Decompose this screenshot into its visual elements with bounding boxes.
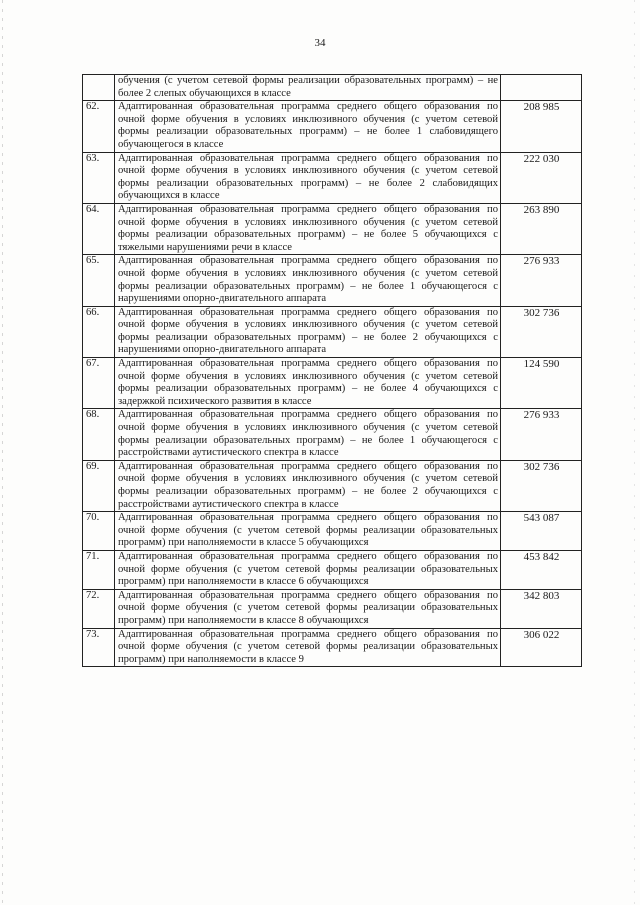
row-value [501,75,582,101]
row-value: 306 022 [501,628,582,667]
table-row [83,306,582,357]
table-row [83,101,582,152]
scan-left-edge [2,0,3,905]
table-row [83,255,582,306]
row-value: 276 933 [501,255,582,306]
row-number: 64. [83,203,115,254]
row-number: 66. [83,306,115,357]
table-row [83,152,582,203]
page-number: 34 [314,37,326,49]
row-number: 62. [83,101,115,152]
row-number: 70. [83,512,115,551]
row-value: 222 030 [501,152,582,203]
row-number: 71. [83,550,115,589]
table-row [83,512,582,551]
row-number: 69. [83,460,115,511]
table-row [83,75,582,101]
row-description: Адаптированная образовательная программа среднего общего образования по очной форме обучения (с учетом сетевой формы реализации образовательных программ) при наполняемости в классе 8 обучающихся [115,589,501,628]
row-description: Адаптированная образовательная программа среднего общего образования по очной форме обучения в условиях инклюзивного обучения (с учетом сетевой формы реализации образовательных программ) – не более 2 слабовидящих обучающихся в классе [115,152,501,203]
table-row [83,628,582,667]
row-description: Адаптированная образовательная программа среднего общего образования по очной форме обучения в условиях инклюзивного обучения (с учетом сетевой формы реализации образовательных программ) – не более 2 обучающихся с расстройствами аутистического спектра в классе [115,460,501,511]
row-number: 73. [83,628,115,667]
row-value: 302 736 [501,460,582,511]
table-row [83,203,582,254]
row-value: 453 842 [501,550,582,589]
table-row [83,358,582,409]
row-value: 208 985 [501,101,582,152]
row-value: 342 803 [501,589,582,628]
row-number: 63. [83,152,115,203]
row-description: Адаптированная образовательная программа среднего общего образования по очной форме обучения в условиях инклюзивного обучения (с учетом сетевой формы реализации образовательных программ) – не более 1 обучающегося с расстройствами аутистического спектра в классе [115,409,501,460]
row-value: 302 736 [501,306,582,357]
row-value: 263 890 [501,203,582,254]
row-description: обучения (с учетом сетевой формы реализации образовательных программ) – не более 2 слепых обучающихся в классе [115,75,501,101]
row-value: 276 933 [501,409,582,460]
cost-table [82,74,582,667]
row-description: Адаптированная образовательная программа среднего общего образования по очной форме обучения в условиях инклюзивного обучения (с учетом сетевой формы реализации образовательных программ) – не более 5 обучающихся с тяжелыми нарушениями речи в классе [115,203,501,254]
row-description: Адаптированная образовательная программа среднего общего образования по очной форме обучения (с учетом сетевой формы реализации образовательных программ) при наполняемости в классе 6 обучающихся [115,550,501,589]
table-body [83,75,582,667]
row-description: Адаптированная образовательная программа среднего общего образования по очной форме обучения в условиях инклюзивного обучения (с учетом сетевой формы реализации образовательных программ) – не более 1 обучающегося с нарушениями опорно-двигательного аппарата [115,255,501,306]
row-description: Адаптированная образовательная программа среднего общего образования по очной форме обучения в условиях инклюзивного обучения (с учетом сетевой формы реализации образовательных программ) – не более 4 обучающихся с задержкой психического развития в классе [115,358,501,409]
row-description: Адаптированная образовательная программа среднего общего образования по очной форме обучения в условиях инклюзивного обучения (с учетом сетевой формы реализации образовательных программ) – не более 2 обучающихся с нарушениями опорно-двигательного аппарата [115,306,501,357]
table-row [83,409,582,460]
row-number: 65. [83,255,115,306]
row-description: Адаптированная образовательная программа среднего общего образования по очной форме обучения (с учетом сетевой формы реализации образовательных программ) при наполняемости в классе 5 обучающихся [115,512,501,551]
row-number [83,75,115,101]
row-number: 72. [83,589,115,628]
table-row [83,550,582,589]
row-value: 543 087 [501,512,582,551]
table-row [83,460,582,511]
row-value: 124 590 [501,358,582,409]
scan-right-edge [634,0,635,905]
row-description: Адаптированная образовательная программа среднего общего образования по очной форме обучения в условиях инклюзивного обучения (с учетом сетевой формы реализации образовательных программ) – не более 1 слабовидящего обучающегося в классе [115,101,501,152]
row-description: Адаптированная образовательная программа среднего общего образования по очной форме обучения (с учетом сетевой формы реализации образовательных программ) при наполняемости в классе 9 [115,628,501,667]
row-number: 68. [83,409,115,460]
table-row [83,589,582,628]
row-number: 67. [83,358,115,409]
